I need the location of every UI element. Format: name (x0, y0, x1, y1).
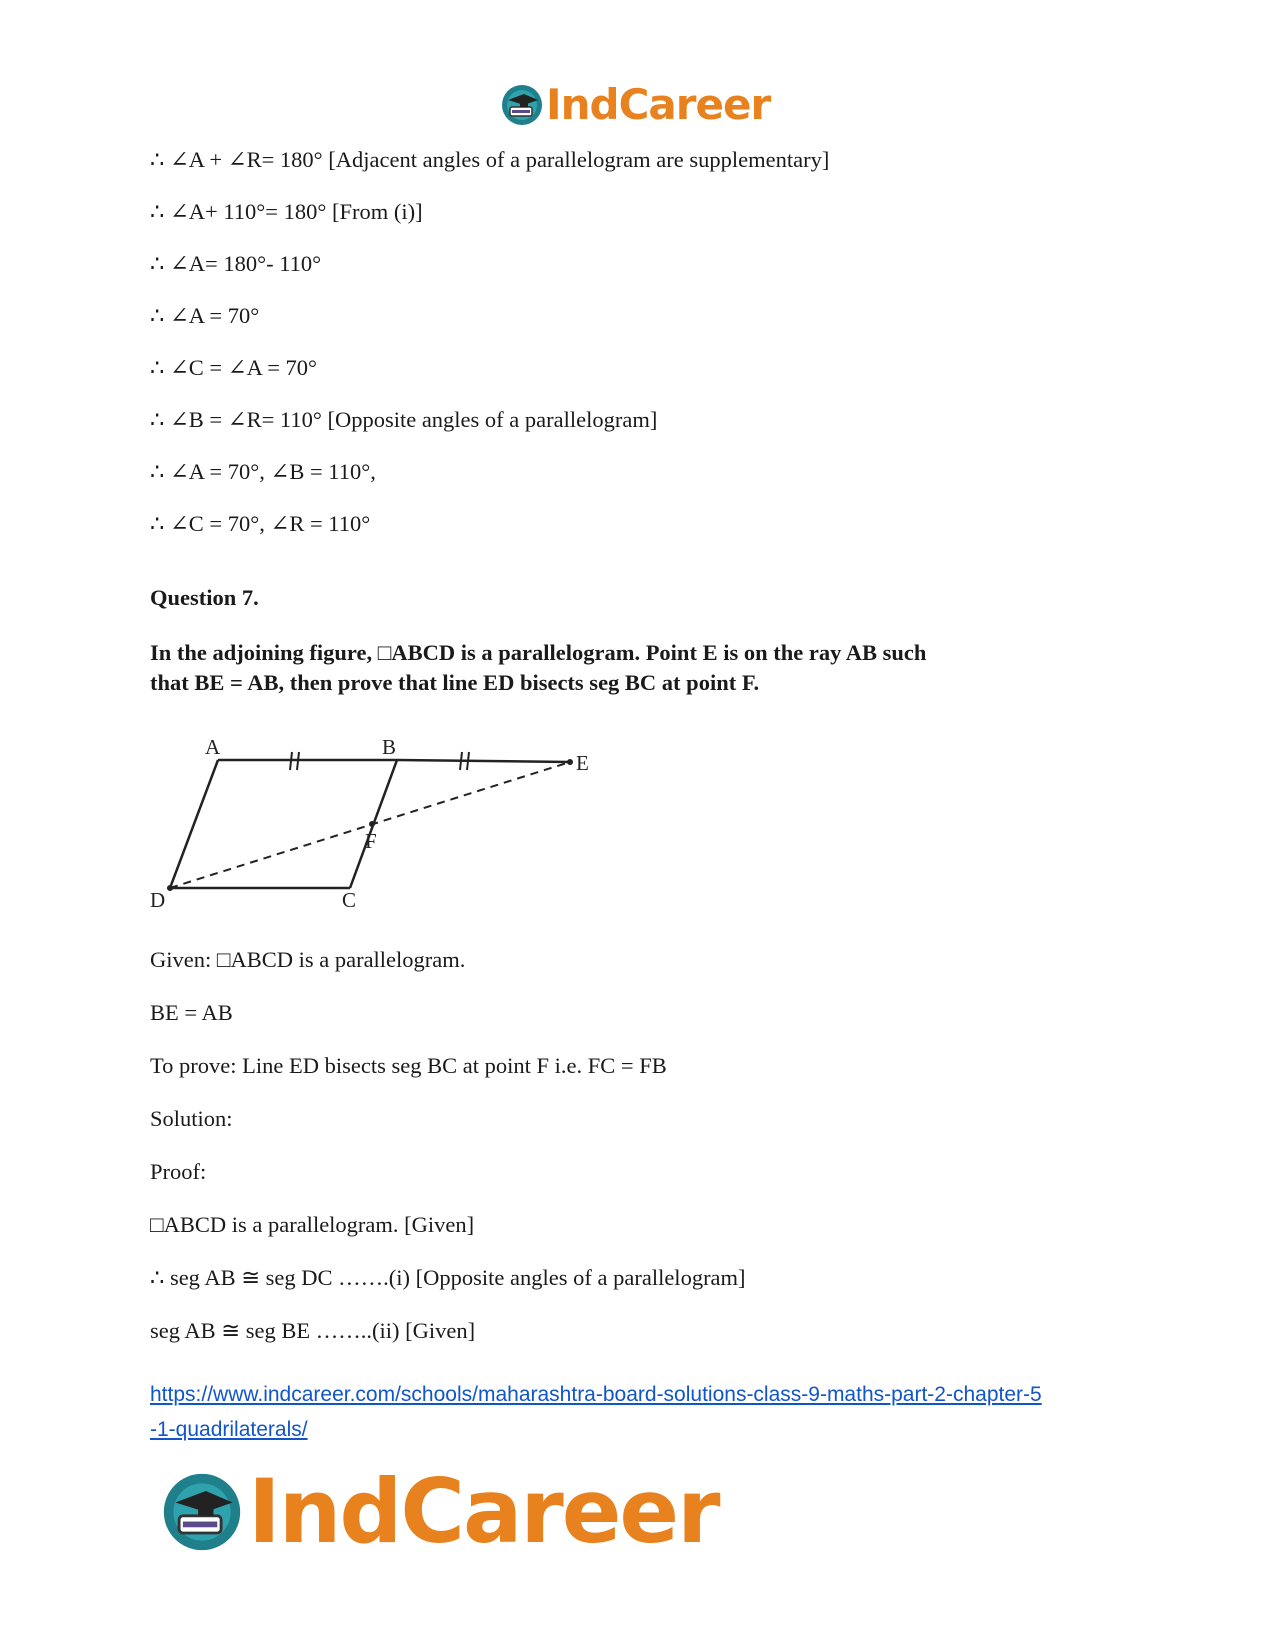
solution-label: Solution: (150, 1106, 233, 1131)
question-text (150, 638, 926, 698)
proof-line-8: ∴ ∠C = 70°, ∠R = 110° (150, 511, 371, 536)
label-f: F (365, 829, 377, 853)
source-link[interactable] (150, 1377, 1150, 1447)
proof-label: Proof: (150, 1159, 207, 1184)
given-be-ab: BE = AB (150, 1000, 233, 1025)
parallelogram-figure (150, 730, 600, 915)
proof-line-6: ∴ ∠B = ∠R= 110° [Opposite angles of a parallelogram] (150, 407, 658, 432)
proof-line-2: ∴ ∠A+ 110°= 180° [From (i)] (150, 199, 423, 224)
proof-step-3: seg AB ≅ seg BE ……..(ii) [Given] (150, 1318, 476, 1343)
proof-step-1: □ABCD is a parallelogram. [Given] (150, 1212, 475, 1237)
side-ad (170, 760, 218, 888)
label-b: B (382, 735, 397, 759)
label-e: E (576, 751, 589, 775)
label-a: A (205, 735, 221, 759)
side-be (397, 760, 570, 762)
source-link-line-2[interactable]: -1-quadrilaterals/ (150, 1418, 308, 1441)
footer-logo (160, 1460, 719, 1563)
proof-line-7: ∴ ∠A = 70°, ∠B = 110°, (150, 459, 376, 484)
header-logo (500, 80, 770, 129)
proof-line-4: ∴ ∠A = 70° (150, 303, 260, 328)
question-line-2: that BE = AB, then prove that line ED bisects seg BC at point F. (150, 670, 760, 695)
label-c: C (342, 888, 357, 910)
proof-line-3: ∴ ∠A= 180°- 110° (150, 251, 322, 276)
proof-step-2: ∴ seg AB ≅ seg DC …….(i) [Opposite angles of a parallelogram] (150, 1265, 746, 1290)
label-d: D (150, 888, 166, 910)
brand-name: IndCareer (546, 80, 771, 129)
parallelogram-diagram (150, 730, 600, 910)
brand-name-footer: IndCareer (248, 1460, 719, 1563)
proof-line-1: ∴ ∠A + ∠R= 180° [Adjacent angles of a parallelogram are supplementary] (150, 147, 830, 172)
proof-line-5: ∴ ∠C = ∠A = 70° (150, 355, 318, 380)
question-heading: Question 7. (150, 585, 259, 610)
graduation-book-icon (160, 1470, 244, 1554)
question-line-1: In the adjoining figure, □ABCD is a parallelogram. Point E is on the ray AB such (150, 640, 927, 665)
given-text: Given: □ABCD is a parallelogram. (150, 947, 466, 972)
source-link-line-1[interactable]: https://www.indcareer.com/schools/maharashtra-board-solutions-class-9-maths-part-2-chapter-5 (150, 1383, 1042, 1406)
graduation-book-icon (500, 83, 544, 127)
to-prove-text: To prove: Line ED bisects seg BC at point F i.e. FC = FB (150, 1053, 667, 1078)
